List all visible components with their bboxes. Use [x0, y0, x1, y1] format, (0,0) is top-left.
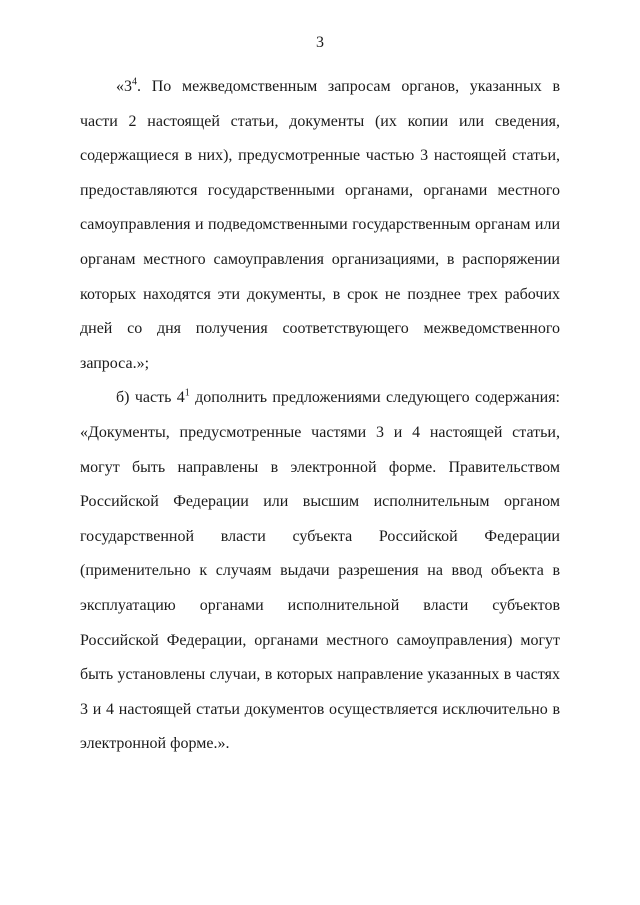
document-body	[80, 70, 560, 762]
paragraph-subpoint-b-text: дополнить предложениями следующего содержания: «Документы, предусмотренные частями 3 и 4 настоящей статьи, могут быть направлены в электронной форме. Правительством Российской Федерации или высшим исполнительным органом государственной власти субъекта Российской Федерации (применительно к случаям выдачи разрешения на ввод объекта в эксплуатацию органами исполнительной власти субъектов Российской Федерации, органами местного самоуправления) могут быть установлены случаи, в которых направление указанных в частях 3 и 4 настоящей статьи документов осуществляется исключительно в электронной форме.».	[80, 389, 560, 753]
paragraph-part-3-4-text: . По межведомственным запросам органов, указанных в части 2 настоящей статьи, документы (их копии или сведения, содержащиеся в них), предусмотренные частью 3 настоящей статьи, предоставляются государственными органами, органами местного самоуправления и подведомственными государственным органам или органам местного самоуправления организациями, в распоряжении которых находятся эти документы, в срок не позднее трех рабочих дней со дня получения соответствующего межведомственного запроса.»;	[80, 78, 560, 372]
paragraph-subpoint-b-prefix: б) часть 4	[116, 389, 185, 407]
page-number: 3	[316, 34, 324, 51]
paragraph-part-3-4-superscript: 4	[132, 76, 137, 88]
paragraph-subpoint-b-superscript: 1	[184, 388, 190, 400]
paragraph-part-3-4-prefix: «3	[116, 78, 132, 95]
paragraph-subpoint-b	[80, 381, 560, 762]
paragraph-part-3-4	[80, 70, 560, 381]
